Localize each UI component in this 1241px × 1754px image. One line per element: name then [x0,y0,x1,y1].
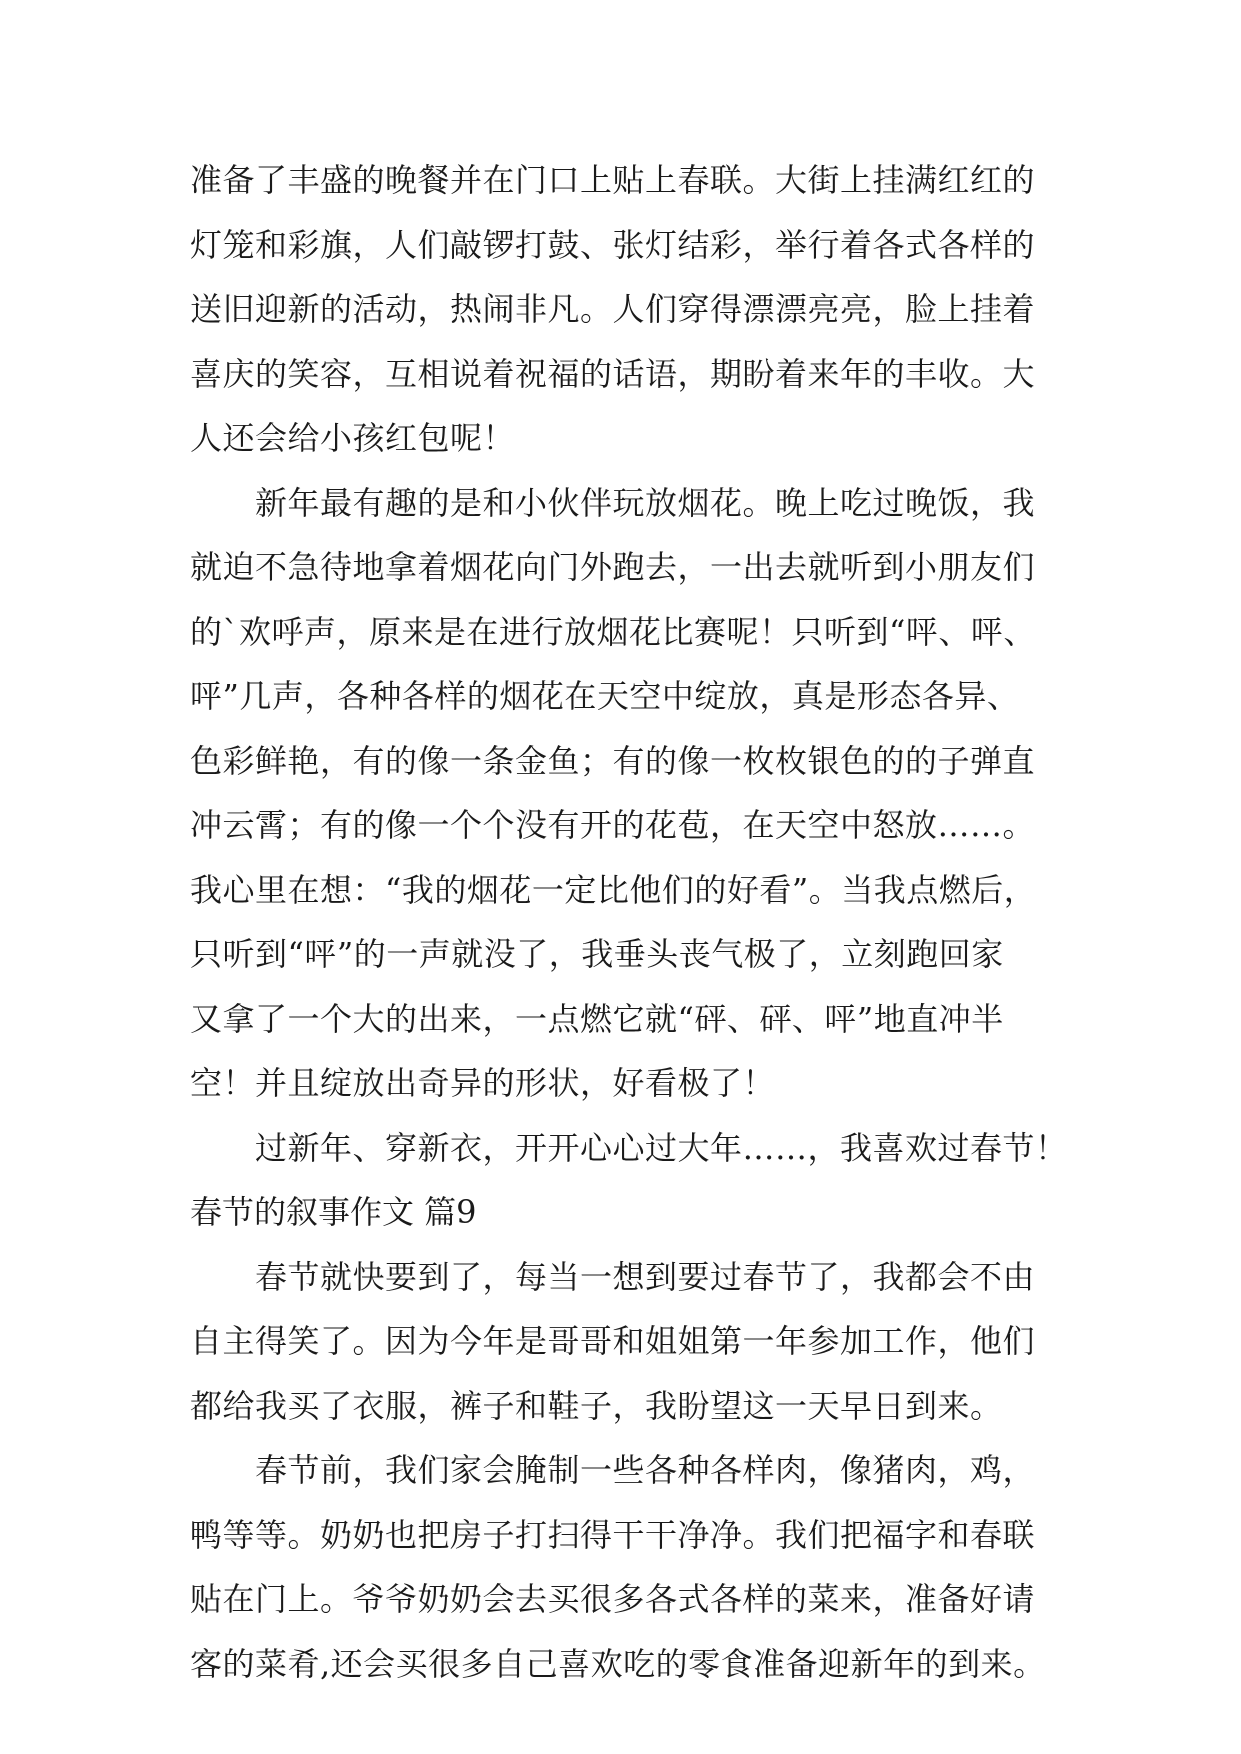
text-line: 呯”几声，各种各样的烟花在天空中绽放，真是形态各异、 [190,677,1020,715]
text-line: 客的菜肴,还会买很多自己喜欢吃的零食准备迎新年的到来。 [190,1644,1046,1683]
text-line: 新年最有趣的是和小伙伴玩放烟花。晚上吃过晚饭，我 [255,483,1036,522]
text-line: 春节前，我们家会腌制一些各种各样肉，像猪肉，鸡， [255,1451,1036,1489]
text-line: 色彩鲜艳，有的像一条金鱼；有的像一枚枚银色的的子弹直 [190,741,1036,780]
document-body [190,158,1070,1706]
text-line: 冲云霄；有的像一个个没有开的花苞，在天空中怒放……。 [190,806,1036,844]
text-line: 喜庆的笑容，互相说着祝福的话语，期盼着来年的丰收。大 [190,354,1036,393]
text-line: 春节就快要到了，每当一想到要过春节了，我都会不由 [255,1257,1036,1296]
text-line: 空！并且绽放出奇异的形状，好看极了！ [190,1064,776,1102]
text-line: 自主得笑了。因为今年是哥哥和姐姐第一年参加工作，他们 [190,1322,1036,1360]
text-line: 我心里在想：“我的烟花一定比他们的好看”。当我点燃后， [190,870,1037,909]
text-line: 贴在门上。爷爷奶奶会去买很多各式各样的菜来，准备好请 [190,1580,1036,1618]
text-line: 只听到“呯”的一声就没了，我垂头丧气极了，立刻跑回家 [190,935,1004,973]
text-line: 送旧迎新的活动，热闹非凡。人们穿得漂漂亮亮，脸上挂着 [190,290,1036,328]
text-line: 都给我买了衣服，裤子和鞋子，我盼望这一天早日到来。 [190,1386,1003,1425]
text-line: 过新年、穿新衣，开开心心过大年……，我喜欢过春节！ [255,1128,1068,1167]
text-line: 就迫不急待地拿着烟花向门外跑去，一出去就听到小朋友们 [190,548,1036,586]
text-line: 人还会给小孩红包呢！ [190,419,516,457]
text-line: 的`欢呼声，原来是在进行放烟花比赛呢！只听到“呯、呯、 [190,612,1036,651]
text-line: 准备了丰盛的晚餐并在门口上贴上春联。大街上挂满红红的 [190,161,1036,199]
text-line: 又拿了一个大的出来，一点燃它就“砰、砰、呯”地直冲半 [190,999,1004,1038]
section-heading: 春节的叙事作文 篇9 [190,1193,477,1231]
text-line: 灯笼和彩旗，人们敲锣打鼓、张灯结彩，举行着各式各样的 [190,225,1036,264]
text-line: 鸭等等。奶奶也把房子打扫得干干净净。我们把福字和春联 [190,1515,1036,1554]
